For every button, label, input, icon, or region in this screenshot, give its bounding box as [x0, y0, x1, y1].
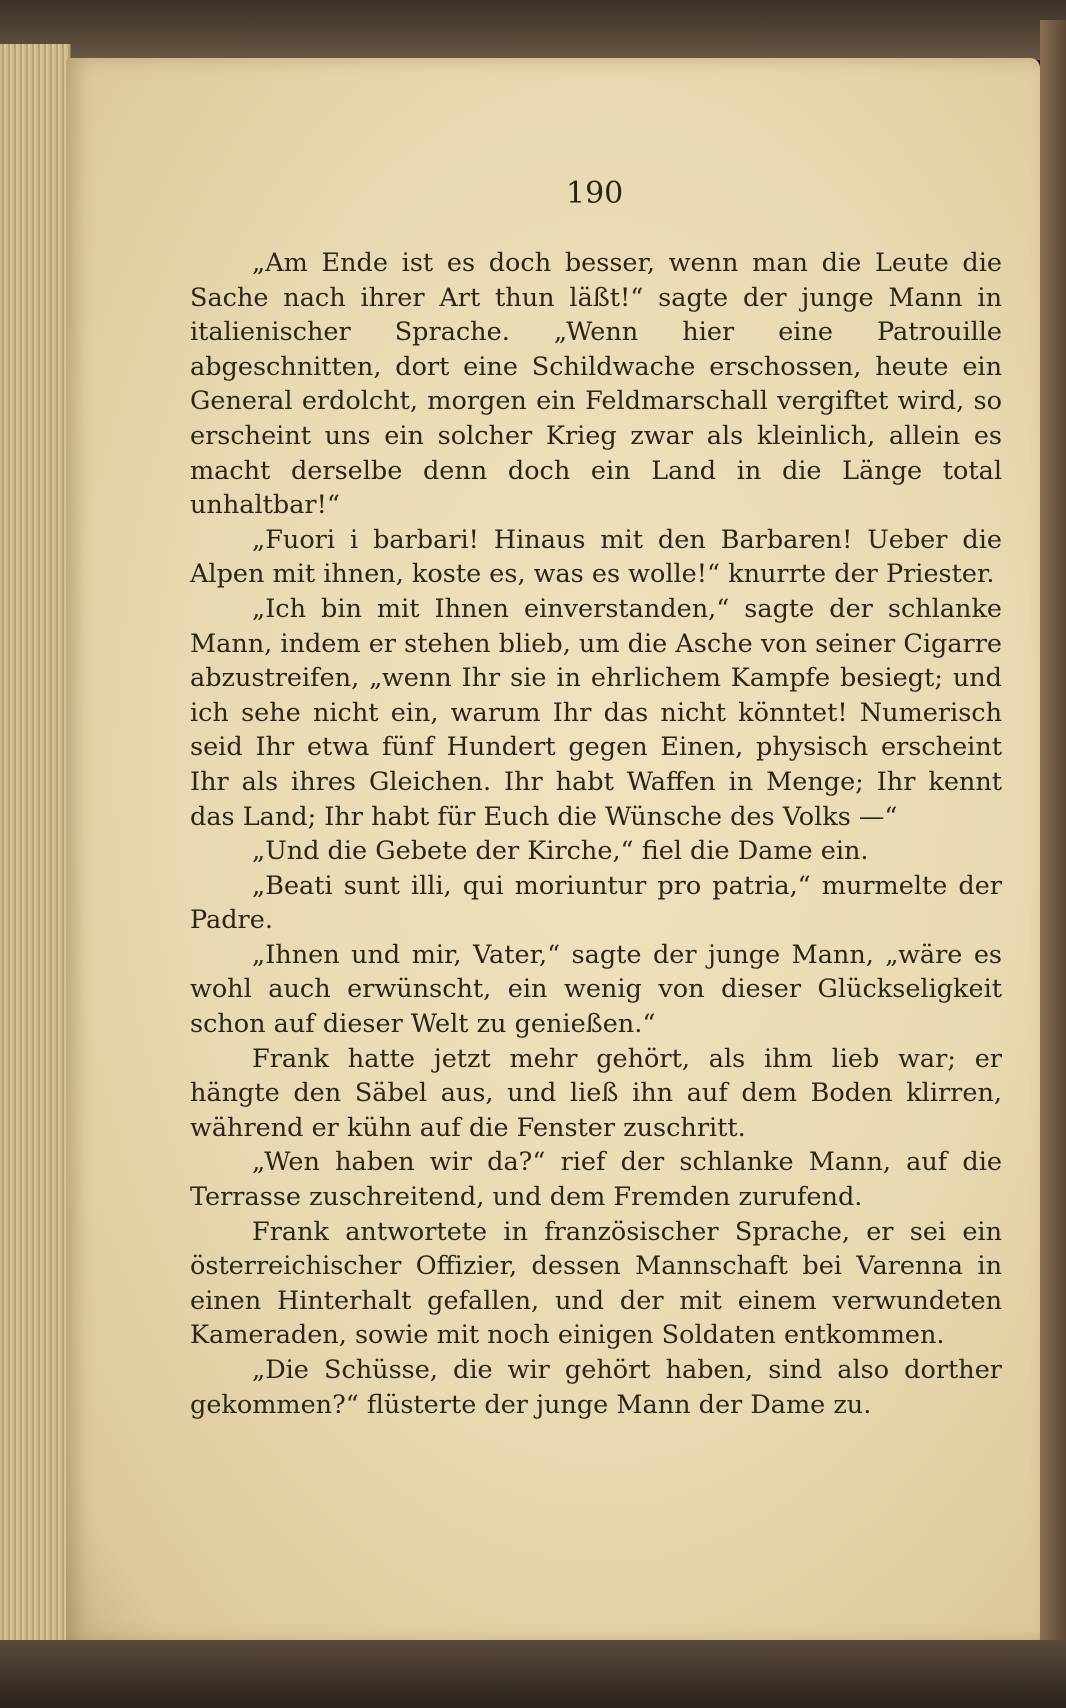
paragraph: „Und die Gebete der Kirche,“ fiel die Dame ein.	[252, 836, 869, 867]
paragraph: „Beati sunt illi, qui moriuntur pro patria,“ murmelte der Padre.	[190, 870, 1002, 936]
paragraph: Frank hatte jetzt mehr gehört, als ihm lieb war; er hängte den Säbel aus, und ließ ihn auf dem Boden klirren, während er kühn auf die Fenster zuschritt.	[190, 1043, 1002, 1143]
book-cover-right	[1040, 20, 1066, 1640]
page-stack-edges	[0, 44, 71, 1648]
paragraph: Frank antwortete in französischer Sprache, er sei ein österreichischer Offizier, dessen Mannschaft bei Varenna in einen Hinterhalt gefallen, und der mit einem verwundeten Kameraden, sowie mit noch einigen Soldaten entkommen.	[190, 1216, 1002, 1351]
paragraph: „Wen haben wir da?“ rief der schlanke Mann, auf die Terrasse zuschreitend, und dem Fremden zurufend.	[190, 1147, 1002, 1213]
paragraph: „Ich bin mit Ihnen einverstanden,“ sagte der schlanke Mann, indem er stehen blieb, um die Asche von seiner Cigarre abzustreifen, „wenn Ihr sie in ehrlichem Kampfe besiegt; und ich sehe nicht ein, warum Ihr das nicht könntet! Numerisch seid Ihr etwa fünf Hundert gegen Einen, physisch erscheint Ihr als ihres Gleichen. Ihr habt Waffen in Menge; Ihr kennt das Land; Ihr habt für Euch die Wünsche des Volks —“	[190, 593, 1002, 832]
book-cover-top	[0, 0, 1066, 60]
page-number: 190	[566, 176, 624, 211]
book-bottom-edge	[0, 1640, 1066, 1708]
paragraph: „Ihnen und mir, Vater,“ sagte der junge Mann, „wäre es wohl auch erwünscht, ein wenig von dieser Glückseligkeit schon auf dieser Welt zu genießen.“	[190, 939, 1002, 1040]
paragraph: „Fuori i barbari! Hinaus mit den Barbaren! Ueber die Alpen mit ihnen, koste es, was es wolle!“ knurrte der Priester.	[190, 524, 1002, 590]
paragraph: „Die Schüsse, die wir gehört haben, sind also dorther gekommen?“ flüsterte der junge Mann der Dame zu.	[190, 1355, 1002, 1420]
page-body	[190, 246, 1002, 1422]
paragraph: „Am Ende ist es doch besser, wenn man die Leute die Sache nach ihrer Art thun läßt!“ sagte der junge Mann in italienischer Sprache. „Wenn hier eine Patrouille abgeschnitten, dort eine Schildwache erschossen, heute ein General erdolcht, morgen ein Feldmarschall vergiftet wird, so erscheint uns ein solcher Krieg zwar als kleinlich, allein es macht derselbe denn doch ein Land in die Länge total unhaltbar!“	[190, 248, 1002, 521]
